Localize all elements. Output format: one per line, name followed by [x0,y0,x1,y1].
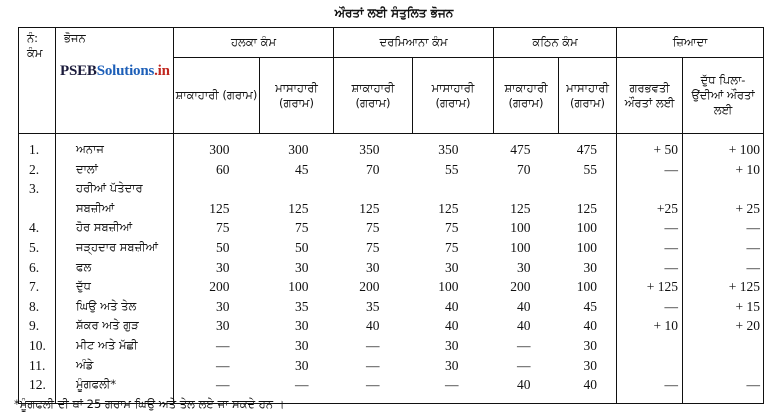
food-name: ਮੂੰਗਫਲੀ* [56,375,174,403]
food-name: ਹੋਰ ਸਬਜ਼ੀਆਂ [56,218,174,238]
header-number: ਨੰ: ਕੰਮ [19,28,56,134]
cell-value: — [216,357,230,373]
food-name: ਅੰਡੇ [56,356,174,376]
cell-value: 125 [209,200,230,216]
watermark-part: Solutions [96,63,155,79]
cell-value [683,356,764,376]
cell-value: 100 [510,220,531,236]
cell-value [617,336,683,356]
table-row [19,277,764,297]
subheader-2: ਸ਼ਾਕਾਹਾਰੀ (ਗਰਾਮ) [334,58,413,134]
subheader-3: ਮਾਸਾਹਾਰੀ (ਗਰਾਮ) [413,58,494,134]
cell-value: 30 [216,298,230,314]
cell-value: 125 [438,200,459,216]
footnote: *ਮੂੰਗਫਲੀ ਦੀ ਥਾਂ 25 ਗਰਾਮ ਘਿਉ ਅਤੇ ਤੇਲ ਲਏ ਜਾ ਸਕਦੇ ਹਨ । [14,397,285,411]
cell-value: 200 [209,279,230,295]
cell-value: — [617,218,683,238]
cell-value: 60 [216,161,230,177]
row-number: 1. [19,134,56,160]
cell-value: 30 [517,259,531,275]
subheader-0: ਸ਼ਾਕਾਹਾਰੀ (ਗਰਾਮ) [174,58,260,134]
table-row [19,356,764,376]
cell-value: + 25 [683,199,764,219]
cell-value: 300 [288,142,309,157]
cell-value: 50 [216,239,230,255]
cell-value: 40 [445,318,459,334]
food-name: ਜੜ੍ਹਦਾਰ ਸਬਜ਼ੀਆਂ [56,238,174,258]
cell-value: 125 [288,200,309,216]
cell-value: 40 [366,318,380,334]
cell-value: 30 [445,357,459,373]
cell-value [174,179,260,199]
cell-value: — [366,377,380,393]
cell-value: — [617,258,683,278]
cell-value: — [216,337,230,353]
watermark-part: PSEB [60,63,97,79]
table-row [19,297,764,317]
cell-value: 30 [295,357,309,373]
cell-value: 100 [438,279,459,295]
cell-value: 45 [583,298,598,314]
food-name: ਫਲ [56,258,174,278]
header-moderate-work: ਦਰਮਿਆਨਾ ਕੰਮ [334,28,494,58]
cell-value: 40 [445,298,459,314]
food-name: ਘਿਉ ਅਤੇ ਤੇਲ [56,297,174,317]
header-heavy-work: ਕਠਿਨ ਕੰਮ [494,28,617,58]
row-number: 10. [19,336,56,356]
cell-value: + 10 [617,316,683,336]
cell-value: 475 [510,142,531,157]
cell-value: 30 [295,337,309,353]
cell-value: 35 [295,298,309,314]
cell-value: + 10 [683,160,764,180]
header-extra: ਜ਼ਿਆਦਾ [617,28,764,58]
cell-value: 100 [288,279,309,295]
row-number: 9. [19,316,56,336]
cell-value: 55 [445,161,459,177]
cell-value: — [445,377,459,393]
row-number [19,199,56,219]
subheader-4: ਸ਼ਾਕਾਹਾਰੀ (ਗਰਾਮ) [494,58,559,134]
cell-value: 125 [510,200,531,216]
cell-value [334,179,413,199]
cell-value: 30 [216,318,230,334]
cell-value [617,179,683,199]
subheader-5: ਮਾਸਾਹਾਰੀ (ਗਰਾਮ) [559,58,617,134]
cell-value: 40 [517,377,531,393]
header-food: ਭੋਜਨ [56,28,174,134]
food-name: ਸਬਜ਼ੀਆਂ [56,199,174,219]
table-row [19,316,764,336]
cell-value: 30 [445,337,459,353]
cell-value: 75 [366,220,380,236]
cell-value [559,179,617,199]
cell-value: 40 [583,377,598,393]
row-number: 7. [19,277,56,297]
cell-value: — [683,258,764,278]
cell-value: 75 [366,239,380,255]
cell-value: 300 [209,142,230,157]
table-row [19,258,764,278]
subheader-1: ਮਾਸਾਹਾਰੀ (ਗਰਾਮ) [260,58,334,134]
cell-value [494,179,559,199]
cell-value [617,356,683,376]
cell-value: — [366,337,380,353]
cell-value: 350 [359,142,380,157]
cell-value: 30 [583,337,598,353]
table-row [19,199,764,219]
table-row [19,134,764,160]
cell-value: + 125 [683,277,764,297]
row-number: 11. [19,356,56,376]
row-number: 3. [19,179,56,199]
table-row [19,218,764,238]
row-number: 12. [19,375,56,403]
cell-value: 75 [445,220,459,236]
food-name: ਸ਼ੱਕਰ ਅਤੇ ਗੁੜ [56,316,174,336]
cell-value: — [683,375,764,403]
cell-value: — [617,160,683,180]
cell-value: 40 [517,318,531,334]
cell-value: + 15 [683,297,764,317]
cell-value: 30 [583,357,598,373]
row-number: 5. [19,238,56,258]
food-name: ਦੁੱਧ [56,277,174,297]
subheader-6: ਗਰਭਵਤੀ ਔਰਤਾਂ ਲਈ [617,58,683,134]
cell-value: 40 [517,298,531,314]
cell-value: — [517,337,531,353]
food-name: ਅਨਾਜ [56,134,174,160]
cell-value: 30 [583,259,598,275]
cell-value [683,179,764,199]
cell-value: + 20 [683,316,764,336]
cell-value: 125 [359,200,380,216]
balanced-diet-table [18,27,764,404]
table-row [19,160,764,180]
cell-value: 50 [295,239,309,255]
food-name: ਦਾਲਾਂ [56,160,174,180]
cell-value: — [683,218,764,238]
cell-value: + 100 [683,134,764,160]
row-number: 6. [19,258,56,278]
cell-value: 350 [438,142,459,157]
cell-value: 30 [295,318,309,334]
cell-value: 70 [517,161,531,177]
cell-value: — [617,238,683,258]
cell-value: 30 [295,259,309,275]
cell-value: 75 [216,220,230,236]
watermark-part: .in [154,63,170,79]
cell-value: 75 [445,239,459,255]
cell-value [260,179,334,199]
subheader-7: ਦੁੱਧ ਪਿਲਾ- ਉਂਦੀਆਂ ਔਰਤਾਂ ਲਈ [683,58,764,134]
cell-value: — [216,377,230,393]
cell-value: — [366,357,380,373]
table-row [19,336,764,356]
cell-value [683,336,764,356]
table-row [19,238,764,258]
table-row [19,179,764,199]
row-number: 2. [19,160,56,180]
cell-value: — [683,238,764,258]
header-light-work: ਹਲਕਾ ਕੰਮ [174,28,334,58]
cell-value: +25 [617,199,683,219]
watermark-logo [60,63,170,80]
cell-value: 75 [295,220,309,236]
cell-value: 100 [576,279,598,295]
cell-value: 100 [510,239,531,255]
cell-value: 45 [295,161,309,177]
cell-value: 125 [576,200,598,216]
cell-value: 30 [216,259,230,275]
cell-value: — [617,297,683,317]
cell-value: + 125 [617,277,683,297]
cell-value: 200 [359,279,380,295]
cell-value: — [517,357,531,373]
cell-value: 100 [576,239,598,255]
food-name: ਹਰੀਆਂ ਪੱਤੇਦਾਰ [56,179,174,199]
cell-value [413,179,494,199]
cell-value: — [295,377,309,393]
cell-value: 100 [576,220,598,236]
cell-value: 70 [366,161,380,177]
table-title: ਔਰਤਾਂ ਲਈ ਸੰਤੁਲਿਤ ਭੋਜਨ [334,6,454,20]
cell-value: 200 [510,279,531,295]
cell-value: 30 [366,259,380,275]
cell-value: + 50 [617,134,683,160]
row-number: 8. [19,297,56,317]
cell-value: 35 [366,298,380,314]
cell-value: 475 [576,142,598,157]
cell-value: — [617,375,683,403]
cell-value: 40 [583,318,598,334]
row-number: 4. [19,218,56,238]
food-name: ਮੀਟ ਅਤੇ ਮੱਛੀ [56,336,174,356]
cell-value: 30 [445,259,459,275]
cell-value: 55 [583,161,598,177]
